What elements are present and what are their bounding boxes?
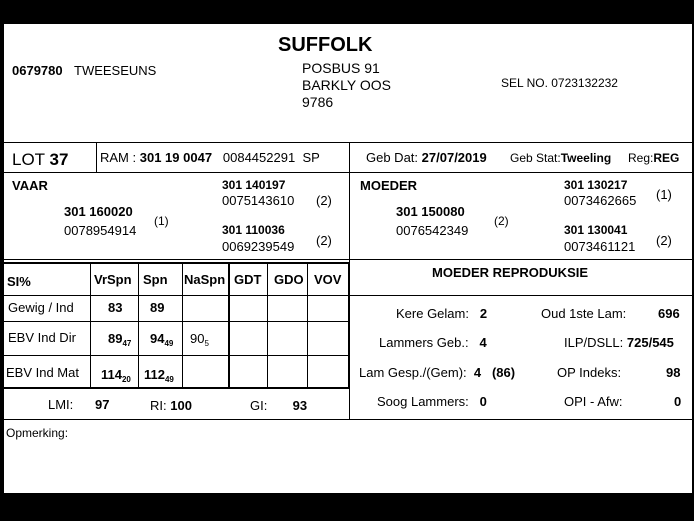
repro-lammers-geb: Lammers Geb.: 4 xyxy=(379,335,487,350)
dam-mark: (2) xyxy=(494,214,509,228)
dam-sire-tag: 0073462665 xyxy=(564,193,637,208)
dam-sire-id: 301 130217 xyxy=(564,178,628,192)
repro-soog-lammers: Soog Lammers: 0 xyxy=(377,394,487,409)
si-header-gdo: GDO xyxy=(274,272,304,287)
ram-id-row: RAM : 301 19 0047 0084452291 SP xyxy=(100,150,320,165)
si-header-naspn: NaSpn xyxy=(184,272,226,287)
si-cell-spn: 89 xyxy=(150,300,165,315)
address-line-2: BARKLY OOS xyxy=(302,77,391,93)
phone-number: SEL NO. 0723132232 xyxy=(501,76,618,90)
reg-row: Reg:REG xyxy=(628,151,680,165)
repro-kere: Kere Gelam: 2 xyxy=(396,306,488,321)
sire-mark: (1) xyxy=(154,214,169,228)
sire-id: 301 160020 xyxy=(64,204,133,219)
si-cell-vrspn: 83 xyxy=(108,300,123,315)
si-row-label: EBV Ind Mat xyxy=(6,365,79,380)
repro-oud-value: 696 xyxy=(658,306,680,321)
si-cell-spn: $112_{49}$ xyxy=(144,367,174,384)
dam-dam-mark: (2) xyxy=(656,233,672,248)
si-header-spn: Spn xyxy=(143,272,168,287)
si-cell-vrspn: $114_{20}$ xyxy=(101,367,131,384)
si-row-label: Gewig / Ind xyxy=(8,300,74,315)
remarks-label: Opmerking: xyxy=(6,426,69,440)
si-cell-vrspn: $89_{47}$ xyxy=(108,331,132,348)
birth-date-row: Geb Dat: 27/07/2019 xyxy=(366,150,487,165)
dam-label: MOEDER xyxy=(360,178,418,193)
repro-title: MOEDER REPRODUKSIE xyxy=(432,265,589,280)
dam-tag: 0076542349 xyxy=(396,223,469,238)
dam-id: 301 150080 xyxy=(396,204,465,219)
dam-sire-mark: (1) xyxy=(656,187,672,202)
repro-ilp-dsll: ILP/DSLL: 725/545 xyxy=(564,335,674,350)
owner-id: 0679780 xyxy=(12,63,63,78)
si-row-label: EBV Ind Dir xyxy=(8,330,76,345)
sire-sire-tag: 0075143610 xyxy=(222,193,295,208)
sire-label: VAAR xyxy=(12,178,48,193)
si-cell-spn: $94_{49}$ xyxy=(150,331,174,348)
dam-dam-id: 301 130041 xyxy=(564,223,628,237)
owner-name: TWEESEUNS xyxy=(74,63,157,78)
si-header-gdt: GDT xyxy=(234,272,262,287)
lmi-index: LMI: 97 xyxy=(48,397,110,412)
sale-card xyxy=(4,24,692,493)
repro-op-value: 98 xyxy=(666,365,681,380)
sire-dam-id: 301 110036 xyxy=(222,223,285,237)
sire-sire-mark: (2) xyxy=(316,193,332,208)
repro-opi-value: 0 xyxy=(674,394,682,409)
repro-op-indeks: OP Indeks: xyxy=(557,365,622,380)
birth-status-row: Geb Stat:Tweeling xyxy=(510,151,612,165)
sire-sire-id: 301 140197 xyxy=(222,178,286,192)
si-header-vov: VOV xyxy=(314,272,342,287)
breed-title: SUFFOLK xyxy=(278,34,373,56)
gi-index: GI: 93 xyxy=(250,398,308,413)
repro-oud-1ste-lam: Oud 1ste Lam: xyxy=(541,306,627,321)
dam-dam-tag: 0073461121 xyxy=(564,239,636,254)
lot-label: LOT 37 xyxy=(12,150,69,169)
si-cell-naspn: $90_5$ xyxy=(190,331,209,348)
sire-tag: 0078954914 xyxy=(64,223,137,238)
ri-index: RI: 100 xyxy=(150,398,192,413)
address-line-3: 9786 xyxy=(302,94,334,110)
repro-opi-afw: OPI - Afw: xyxy=(564,394,623,409)
repro-lam-gesp: Lam Gesp./(Gem): 4 (86) xyxy=(359,365,516,380)
sire-dam-tag: 0069239549 xyxy=(222,239,295,254)
si-header-vrspn: VrSpn xyxy=(94,272,132,287)
si-header-si: SI% xyxy=(7,274,31,289)
address-line-1: POSBUS 91 xyxy=(302,60,380,76)
sire-dam-mark: (2) xyxy=(316,233,332,248)
